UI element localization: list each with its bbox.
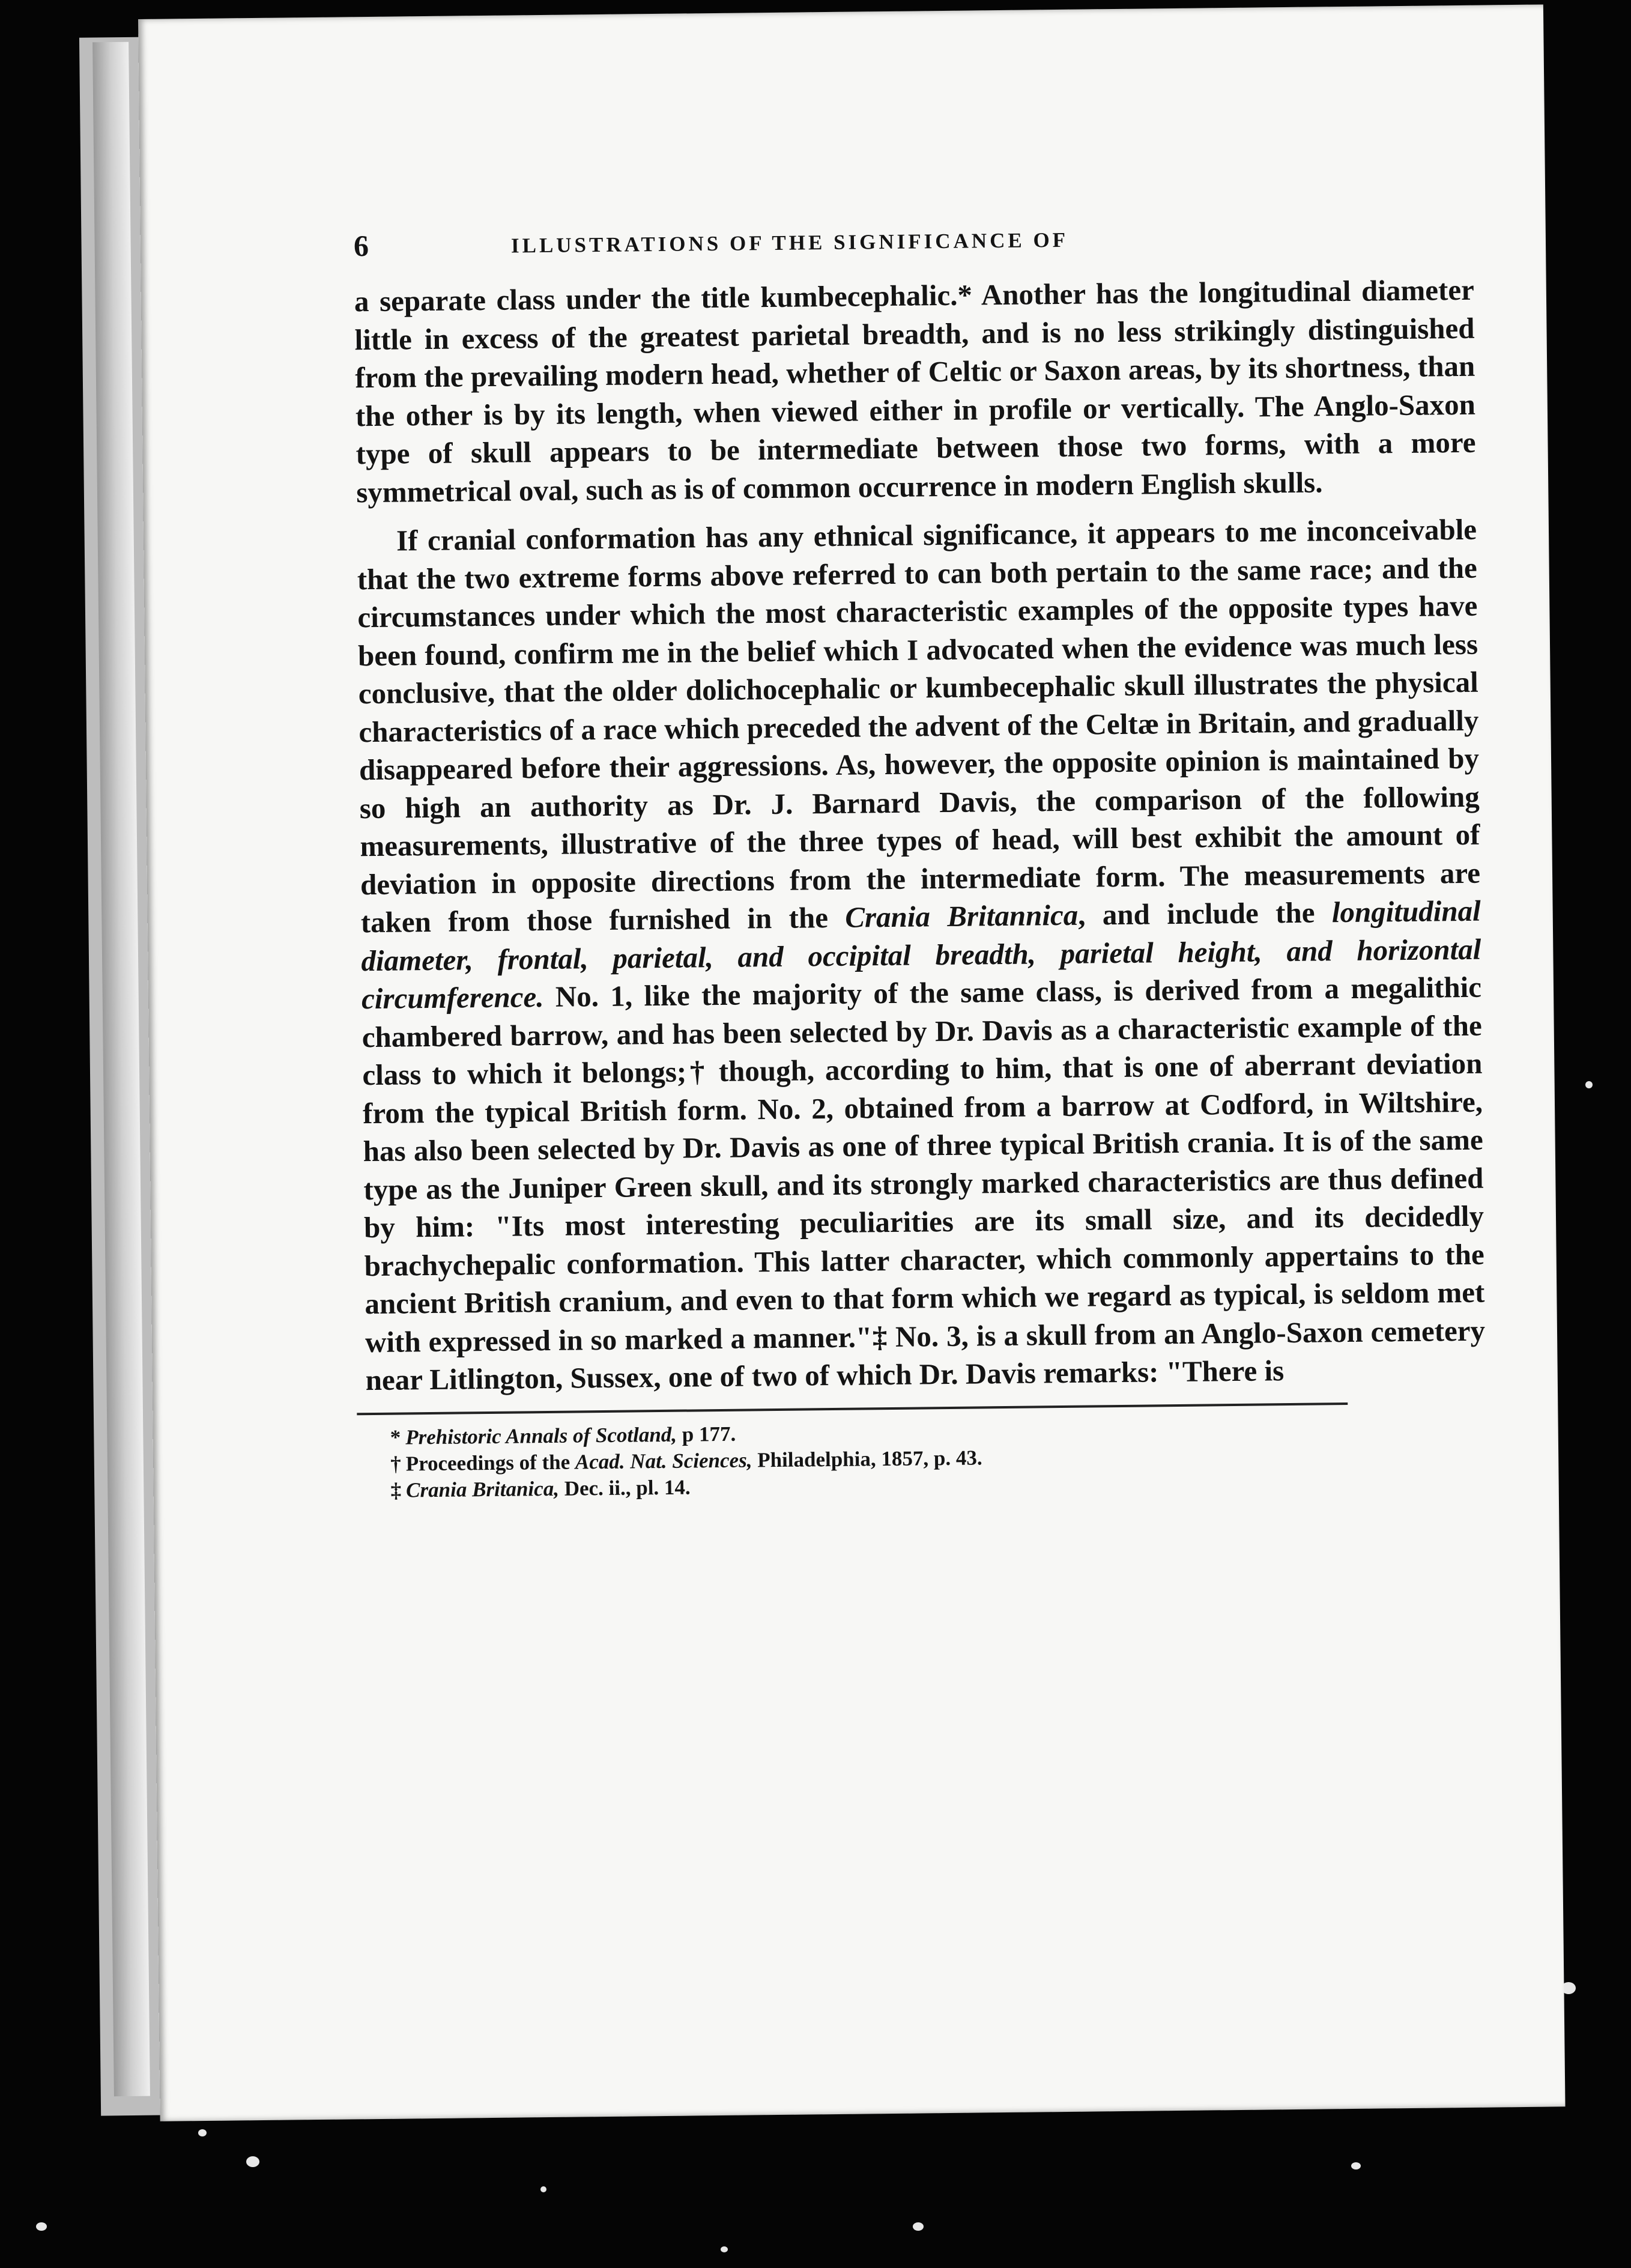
paragraph-2-text-c: No. 1, like the majority of the same class, is derived from a megalithic chambered barrow, and has been selected by Dr. Davis as a characteristic example of the class to which it belongs;† though, according to him, that is one of aberrant deviation from the typical British form. No. 2, obtained from a barrow at Codford, in Wiltshire, has also been selected by Dr. Davis as one of three typical British crania. It is of the same type as the Juniper Green skull, and its strongly marked characteristics are thus defined by him: "Its most interesting peculiarities are its small size, and its decidedly brachychepalic conformation. This latter character, which commonly appertains to the ancient British cranium, and even to that form which we regard as typical, is seldom met with expressed in so marked a manner."‡ No. 3, is a skull from an Anglo-Saxon cemetery near Litlington, Sussex, one of two of which Dr. Davis remarks: "There is xyxy=(362,970,1486,1397)
footnote-rule xyxy=(357,1402,1348,1415)
book-page xyxy=(138,4,1566,2121)
paragraph-2-italic-title: Crania Britannica xyxy=(845,898,1079,934)
paragraph-2 xyxy=(357,511,1486,1399)
paragraph-2-italic-measurements: longitudinal diameter, frontal, parietal, and occipital breadth, parietal height, and horizontal circumference. xyxy=(361,894,1481,1016)
footnote-prefix: Proceedings of the xyxy=(405,1450,576,1475)
footnotes xyxy=(390,1413,1487,1503)
footnote-ref: Philadelphia, 1857, p. 43. xyxy=(752,1445,982,1472)
dust-speck xyxy=(246,2156,259,2167)
footnote-mark: * xyxy=(390,1425,401,1449)
dust-speck xyxy=(913,2222,924,2231)
dust-speck xyxy=(36,2222,47,2231)
dust-speck xyxy=(1351,2162,1361,2169)
footnote-mark: ‡ xyxy=(390,1478,402,1502)
running-title: ILLUSTRATIONS OF THE SIGNIFICANCE OF xyxy=(510,228,1069,258)
dust-speck xyxy=(1585,1081,1593,1088)
footnote-ref: p 177. xyxy=(676,1422,736,1446)
paragraph-1: a separate class under the title kumbecephalic.* Another has the longitudinal diameter little in excess of the greatest parietal breadth, and is no less strikingly distinguished from the prevailing modern head, whether of Celtic or Saxon areas, by its shortness, than the other is by its length, when viewed either in profile or vertically. The Anglo-Saxon type of skull appears to be intermediate between those two forms, with a more symmetrical oval, such as is of common occurrence in modern English skulls. xyxy=(354,273,1476,509)
page-number: 6 xyxy=(353,229,369,263)
footnote-title: Crania Britanica, xyxy=(405,1476,560,1502)
paragraph-2-text-a: If cranial conformation has any ethnical significance, it appears to me inconceivable that the two extreme forms above referred to can both pertain to the same race; and the circumstances under which the most characteristic examples of the opposite types have been found, confirm me in the belief which I advocated when the evidence was much less conclusive, that the older dolichocephalic or kumbecephalic skull illustrates the physical characteristics of a race which preceded the advent of the Celtæ in Britain, and gradually disappeared before their aggressions. As, however, the opposite opinion is maintained by so high an authority as Dr. J. Barnard Davis, the comparison of the following measurements, illustrative of the three types of head, will best exhibit the amount of deviation in opposite directions from the intermediate form. The measurements are taken from those furnished in the xyxy=(357,512,1481,939)
footnote-ref: Dec. ii., pl. 14. xyxy=(558,1475,691,1500)
footnote-title: Prehistoric Annals of Scotland, xyxy=(405,1422,677,1449)
paragraph-2-text-b: , and include the xyxy=(1077,896,1333,932)
footnote-title: Acad. Nat. Sciences, xyxy=(575,1448,752,1474)
dust-speck xyxy=(198,2129,207,2136)
page-content xyxy=(354,217,1487,1504)
dust-speck xyxy=(721,2246,728,2252)
dust-speck xyxy=(540,2186,546,2192)
footnote-mark: † xyxy=(390,1452,401,1476)
